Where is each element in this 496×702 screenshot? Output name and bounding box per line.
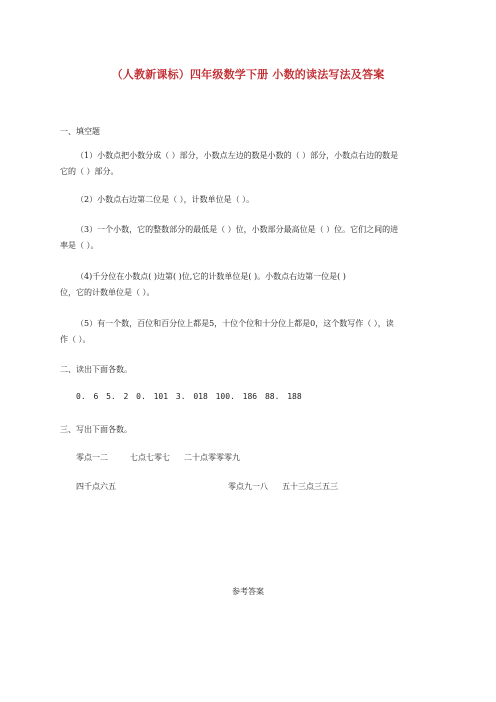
numbers-to-read: 0. 6 5. 2 0. 101 3. 018 100. 186 88. 188 [76,392,302,401]
question-2-line-1: （2）小数点右边第二位是（ ），计数单位是（ ）。 [76,195,255,204]
answer-heading: 参考答案 [232,587,264,596]
section-2-heading: 二、读出下面各数。 [60,365,132,374]
question-1-line-1: （1）小数点把小数分成（ ）部分，小数点左边的数是小数的（ ）部分，小数点右边的数是 [76,151,399,160]
question-4-line-1: （4)千分位在小数点( )边第( )位,它的计数单位是( )。小数点右边第一位是( ) [76,272,346,281]
question-4-line-2: 位，它的计数单位是（ ）。 [60,288,155,297]
write-item: 四千点六五 [76,482,116,491]
question-1-line-2: 它的（ ）部分。 [60,167,119,176]
write-item: 五十三点三五三 [282,482,338,491]
write-item: 零点九一八 [228,482,268,491]
question-3-line-1: （3）一个小数，它的整数部分的最低是（ ）位，小数部分最高位是（ ）位。它们之间的进 [76,225,399,234]
write-item: 七点七零七 [130,453,170,462]
question-3-line-2: 率是（ ）。 [60,241,99,250]
section-3-heading: 三、写出下面各数。 [60,425,132,434]
question-5-line-2: 作（ ）。 [60,335,91,344]
question-3 [60,222,446,254]
question-1 [60,148,446,180]
question-5 [60,316,446,348]
write-item: 二十点零零零九 [184,453,240,462]
write-item: 零点一二 [76,453,108,462]
question-4 [60,269,446,301]
section-1-heading: 一、填空题 [60,127,100,136]
question-5-line-1: （5）有一个数，百位和百分位上都是5，十位个位和十分位上都是0，这个数写作（ ），读 [76,319,394,328]
question-2 [60,192,446,208]
document-title: （人教新课标）四年级数学下册 小数的读法写法及答案 [111,68,385,81]
